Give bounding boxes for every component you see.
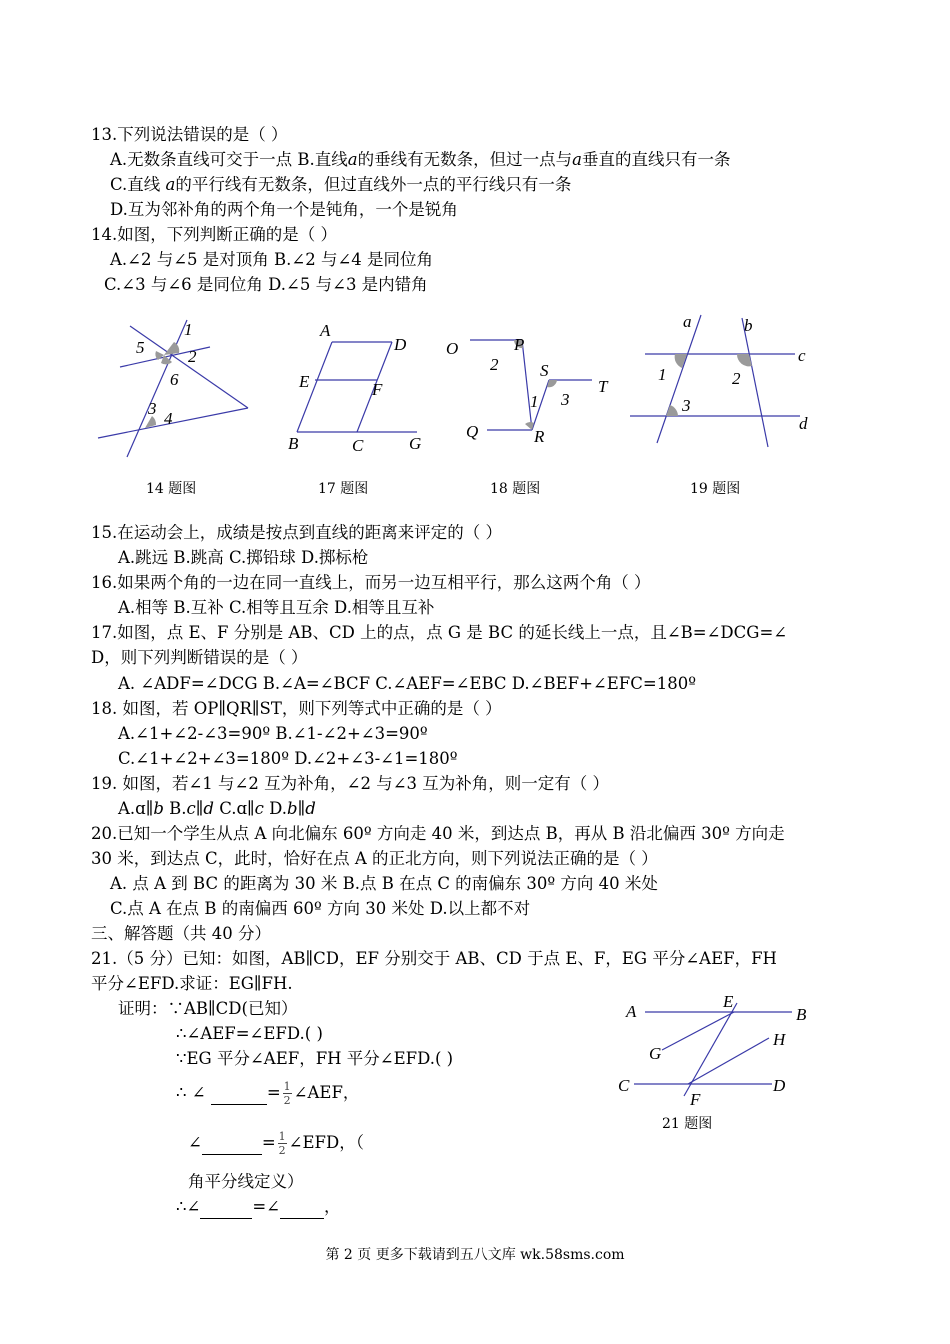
f18-label: T <box>598 377 608 396</box>
f21-line-fh <box>688 1038 769 1084</box>
f21-label: D <box>773 1076 786 1095</box>
f18-label: 2 <box>490 355 499 374</box>
f17-label: A <box>320 321 331 340</box>
f14-line-4 <box>98 408 248 438</box>
q21-p4-prefix: ∴ ∠ <box>176 1083 211 1102</box>
f19-line-b <box>742 318 768 447</box>
q15-stem: 15.在运动会上，成绩是按点到直线的距离来评定的（ ） <box>91 523 502 542</box>
f17-label: D <box>394 335 407 354</box>
q13-option-c: C.直线 𝑎的平行线有无数条，但过直线外一点的平行线只有一条 <box>110 175 572 194</box>
q21-proof-line1: 证明：∵AB∥CD(已知） <box>118 999 298 1018</box>
figure-17 <box>282 312 432 462</box>
q13-option-d: D.互为邻补角的两个角一个是钝角，一个是锐角 <box>110 200 458 219</box>
caption-21: 21 题图 <box>662 1116 713 1132</box>
q20-stem-line2: 30 米，到达点 C，此时，恰好在点 A 的正北方向，则下列说法正确的是（ ） <box>91 849 658 868</box>
caption-14: 14 题图 <box>146 481 197 497</box>
f19-label: c <box>798 346 806 365</box>
f19-label: 1 <box>658 365 667 384</box>
f14-label: 3 <box>148 399 157 418</box>
caption-18: 18 题图 <box>490 481 541 497</box>
q21-answer-blank-4[interactable] <box>280 1196 324 1219</box>
q13-option-ab: A.无数条直线可交于一点 B.直线𝑎的垂线有无数条，但过一点与𝑎垂直的直线只有一条 <box>110 150 731 169</box>
q21-p5-prefix: ∠ <box>188 1133 202 1152</box>
q13-stem: 13.下列说法错误的是（ ） <box>91 125 288 144</box>
fraction-half: $\frac{1}{2}$ <box>278 1130 286 1157</box>
f19-label: 3 <box>682 396 691 415</box>
q18-options-ab: A.∠1+∠2-∠3=90º B.∠1-∠2+∠3=90º <box>118 724 428 743</box>
q16-stem: 16.如果两个角的一边在同一直线上，而另一边互相平行，那么这两个角（ ） <box>91 573 651 592</box>
q19-options: A.ɑ∥𝑏 B.𝑐∥𝑑 C.ɑ∥𝑐 D.𝑏∥𝑑 <box>118 799 316 818</box>
q21-proof-line2: ∴∠AEF=∠EFD.( ) <box>176 1024 323 1043</box>
f18-label: 3 <box>561 390 570 409</box>
f21-label: F <box>690 1090 701 1109</box>
f21-label: B <box>796 1005 807 1024</box>
f14-label: 6 <box>170 370 179 389</box>
q21-proof-line5 <box>188 1130 364 1157</box>
q21-stem-line1: 21.（5 分）已知：如图，AB∥CD，EF 分别交于 AB、CD 于点 E、F，EG 平分∠AEF，FH <box>91 949 777 968</box>
f18-label: S <box>540 361 549 380</box>
f17-label: C <box>352 436 364 455</box>
q17-stem-line2: D，则下列判断错误的是（ ） <box>91 648 308 667</box>
q21-p7-a: ∴∠ <box>176 1197 201 1216</box>
f14-label: 2 <box>188 347 197 366</box>
q21-stem-line2: 平分∠EFD.求证：EG∥FH. <box>91 974 293 993</box>
f18-label: Q <box>466 422 479 441</box>
figure-18 <box>442 330 622 450</box>
q21-proof-line3: ∵EG 平分∠AEF，FH 平分∠EFD.( ) <box>176 1049 454 1068</box>
f14-label: 4 <box>164 409 173 428</box>
q21-answer-blank-2[interactable] <box>202 1132 262 1155</box>
q20-options-ab: A. 点 A 到 BC 的距离为 30 米 B.点 B 在点 C 的南偏东 30º 方向 40 米处 <box>110 874 658 893</box>
fraction-half: $\frac{1}{2}$ <box>283 1080 291 1107</box>
q19-stem: 19. 如图，若∠1 与∠2 互为补角，∠2 与∠3 互为补角，则一定有（ ） <box>91 774 610 793</box>
q21-p7-b: =∠ <box>252 1197 280 1216</box>
q21-p4-eq: = <box>266 1083 281 1102</box>
f21-label: C <box>618 1076 630 1095</box>
figure-14 <box>90 310 260 470</box>
f19-label: d <box>799 414 808 433</box>
f18-label: 1 <box>530 392 539 411</box>
f19-label: 2 <box>732 369 741 388</box>
figure-19 <box>625 310 825 460</box>
figure-21 <box>612 990 822 1110</box>
q14-options-cd: C.∠3 与∠6 是同位角 D.∠5 与∠3 是内错角 <box>104 275 428 294</box>
f21-label: A <box>626 1002 637 1021</box>
q21-proof-line6: 角平分线定义） <box>188 1172 304 1191</box>
f19-label: a <box>683 312 692 331</box>
q21-p5-eq: = <box>261 1133 276 1152</box>
f18-label: R <box>534 427 545 446</box>
q14-options-ab: A.∠2 与∠5 是对顶角 B.∠2 与∠4 是同位角 <box>110 250 434 269</box>
q20-stem-line1: 20.已知一个学生从点 A 向北偏东 60º 方向走 40 米，到达点 B，再从 B 沿北偏西 30º 方向走 <box>91 824 785 843</box>
f21-line-eg <box>662 1012 734 1050</box>
f18-label: O <box>446 339 459 358</box>
q17-options: A. ∠ADF=∠DCG B.∠A=∠BCF C.∠AEF=∠EBC D.∠BEF+∠EFC=180º <box>118 674 696 693</box>
q18-stem: 18. 如图，若 OP∥QR∥ST，则下列等式中正确的是（ ） <box>91 699 502 718</box>
q21-proof-line7 <box>176 1196 340 1219</box>
q16-options: A.相等 B.互补 C.相等且互余 D.相等且互补 <box>118 598 435 617</box>
f14-label: 1 <box>184 320 193 339</box>
f21-label: H <box>773 1030 786 1049</box>
q21-p5-suffix: ∠EFD，（ <box>288 1133 364 1152</box>
q21-answer-blank-1[interactable] <box>211 1082 267 1105</box>
f19-label: b <box>744 316 753 335</box>
q21-proof-line4 <box>176 1080 359 1107</box>
q21-p7-c: ， <box>323 1197 341 1216</box>
f17-label: F <box>372 380 383 399</box>
f18-label: P <box>514 335 525 354</box>
page-footer: 第 2 页 更多下载请到五八文库 wk.58sms.com <box>325 1247 625 1263</box>
q18-options-cd: C.∠1+∠2+∠3=180º D.∠2+∠3-∠1=180º <box>118 749 458 768</box>
f17-label: E <box>299 372 310 391</box>
section-3-title: 三、解答题（共 40 分） <box>91 924 271 943</box>
f17-label: B <box>288 434 299 453</box>
q17-stem-line1: 17.如图，点 E、F 分别是 AB、CD 上的点，点 G 是 BC 的延长线上一点，且∠B=∠DCG=∠ <box>91 623 788 642</box>
q21-answer-blank-3[interactable] <box>200 1196 252 1219</box>
f17-label: G <box>409 434 422 453</box>
f14-label: 5 <box>136 338 145 357</box>
f21-label: E <box>723 992 734 1011</box>
f21-label: G <box>649 1044 662 1063</box>
caption-17: 17 题图 <box>318 481 369 497</box>
q15-options: A.跳远 B.跳高 C.掷铅球 D.掷标枪 <box>118 548 369 567</box>
q20-options-cd: C.点 A 在点 B 的南偏西 60º 方向 30 米处 D.以上都不对 <box>110 899 531 918</box>
q14-stem: 14.如图，下列判断正确的是（ ） <box>91 225 337 244</box>
caption-19: 19 题图 <box>690 481 741 497</box>
q21-p4-suffix: ∠AEF， <box>293 1083 360 1102</box>
